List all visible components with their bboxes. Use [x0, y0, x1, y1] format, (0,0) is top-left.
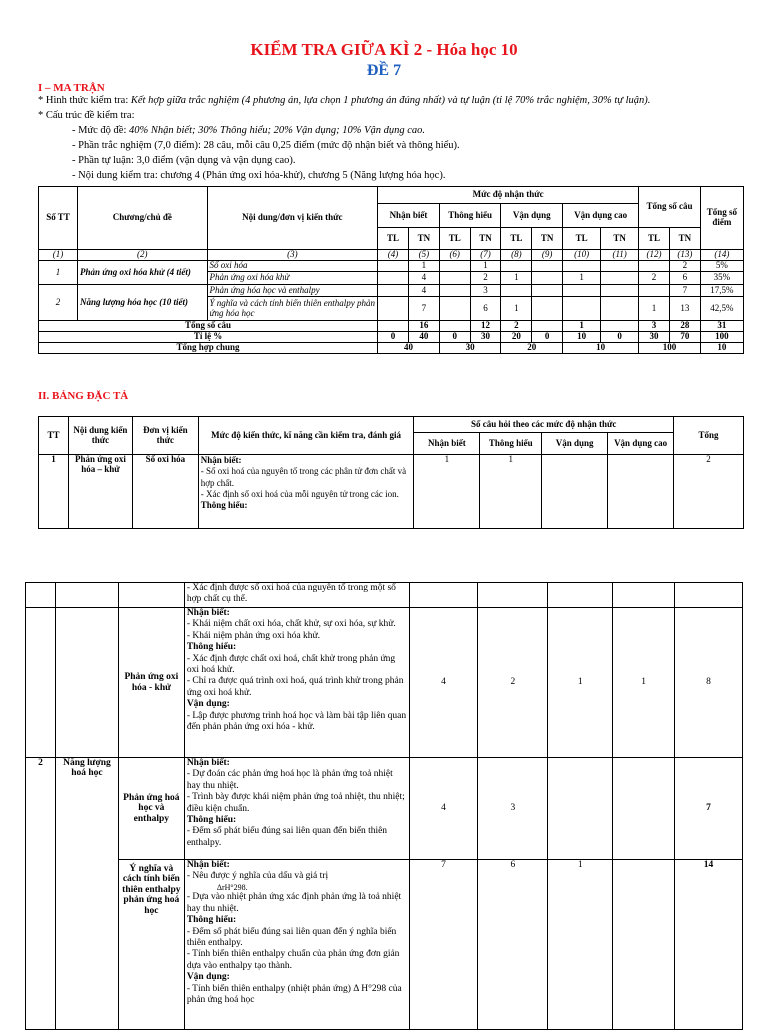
cell: 1	[639, 297, 670, 321]
cell: 42,5%	[700, 297, 743, 321]
index-cell: (14)	[700, 250, 743, 261]
index-cell: (8)	[501, 250, 532, 261]
cell: 3	[470, 285, 501, 297]
cell: 1	[408, 261, 439, 272]
description-line: - Xác định được chất oxi hoá, chất khử trong phản ứng oxi hoá khử.	[186, 653, 396, 675]
cell: 1	[501, 272, 532, 285]
cell: 0	[532, 332, 563, 343]
level-label: Thông hiểu:	[200, 500, 248, 510]
document-title: KIỂM TRA GIỮA KÌ 2 - Hóa học 10	[250, 40, 518, 59]
cell	[378, 285, 409, 297]
matrix-table	[38, 186, 744, 354]
format-text: Kết hợp giữa trắc nghiệm (4 phương án, lựa chọn 1 phương án đúng nhất) và tự luận (tỉ lệ 70% trắc nghiệm, 30% tự luận).	[130, 95, 651, 106]
row-content: Phản ứng oxi hóa khử	[207, 272, 378, 285]
cell	[608, 455, 674, 529]
row-unit: Phản ứng hoá học và enthalpy	[118, 758, 184, 860]
row-content: Số oxi hóa	[207, 261, 378, 272]
header-tl: TL	[378, 228, 409, 250]
cell: 4	[409, 608, 478, 758]
section-spec-heading: II. BẢNG ĐẶC TẢ	[38, 390, 129, 402]
essay-line: - Phần tự luận: 3,0 điểm (vận dụng và vận dụng cao).	[72, 155, 296, 166]
level-label: Nhận biết:	[200, 455, 242, 465]
cell: 31	[700, 321, 743, 332]
level-label: Nhận biết:	[186, 758, 230, 768]
cell	[532, 272, 563, 285]
cell: 1	[613, 608, 675, 758]
spec-header-unit: Đơn vị kiến thức	[132, 417, 198, 455]
spec-table-continued	[25, 582, 743, 1030]
cell: 2	[478, 608, 548, 758]
cell: 0	[439, 332, 470, 343]
exam-format-line	[38, 95, 650, 106]
cell: 16	[408, 321, 439, 332]
cell	[613, 583, 675, 608]
cell	[532, 285, 563, 297]
difficulty-line	[72, 125, 425, 136]
description-line: - Chỉ ra được quá trình oxi hoá, quá trình khử trong phản ứng oxi hoá khử.	[186, 676, 404, 698]
structure-line: * Cấu trúc đề kiểm tra:	[38, 110, 135, 121]
description-line: - Dựa vào nhiệt phản ứng xác định phản ứng là toả nhiệt hay thu nhiệt.	[186, 892, 402, 914]
description-line: - Tính biến thiên enthalpy chuẩn của phản ứng đơn giản dựa vào enthalpy tạo thành.	[186, 949, 400, 971]
cell	[675, 583, 743, 608]
table-row	[26, 608, 743, 758]
cell	[601, 285, 639, 297]
row-content: Phản ứng oxi hóa – khử	[68, 455, 132, 529]
cell: 7	[669, 285, 700, 297]
header-total-points: Tổng số điểm	[700, 187, 743, 250]
cell: 1	[563, 272, 601, 285]
cell: 1	[480, 455, 542, 529]
row-description: - Xác định được số oxi hoá của nguyên tố trong một số hợp chất cụ thể.	[184, 583, 409, 608]
index-cell: (7)	[470, 250, 501, 261]
cell: 0	[601, 332, 639, 343]
description-line: - Đếm số phát biểu đúng sai liên quan đến biến thiên enthalpy.	[186, 826, 388, 848]
difficulty-text: 40% Nhận biết; 30% Thông hiểu; 20% Vận dụng; 10% Vận dụng cao.	[129, 125, 426, 136]
row-description	[198, 455, 414, 529]
cell	[439, 321, 470, 332]
row-content: Phản ứng hóa học và enthalpy	[207, 285, 378, 297]
cell	[26, 583, 56, 608]
description-line: ΔrH°298.	[216, 882, 248, 892]
cell: 13	[669, 297, 700, 321]
general-row	[39, 343, 744, 354]
header-vdc: Vận dụng cao	[563, 204, 639, 228]
cell	[439, 297, 470, 321]
index-row	[39, 250, 744, 261]
cell	[532, 261, 563, 272]
cell: 1	[501, 297, 532, 321]
cell: 40	[378, 343, 440, 354]
cell: 3	[639, 321, 670, 332]
ratio-label: Tỉ lệ %	[39, 332, 378, 343]
cell	[378, 261, 409, 272]
table-row	[26, 583, 743, 608]
header-tn: TN	[532, 228, 563, 250]
row-unit: Phản ứng oxi hóa - khử	[118, 608, 184, 758]
cell	[548, 758, 613, 860]
cell	[478, 583, 548, 608]
description-line: - Xác định số oxi hoá của mỗi nguyên tử trong các ion.	[200, 488, 399, 499]
spec-header-tt: TT	[39, 417, 69, 455]
format-label: * Hình thức kiểm tra:	[38, 95, 131, 106]
header-chapter: Chương/chủ đề	[78, 187, 207, 250]
cell: 100	[639, 343, 701, 354]
index-cell: (4)	[378, 250, 409, 261]
cell: 10	[700, 343, 743, 354]
description-line: - Dự đoán các phản ứng hoá học là phản ứng toả nhiệt hay thu nhiệt.	[186, 769, 393, 791]
cell: 17,5%	[700, 285, 743, 297]
cell	[378, 321, 409, 332]
cell: 10	[563, 332, 601, 343]
cell	[601, 272, 639, 285]
index-cell: (10)	[563, 250, 601, 261]
cell	[601, 261, 639, 272]
header-vd: Vận dụng	[501, 204, 563, 228]
cell: 6	[478, 860, 548, 1030]
spec-header-content: Nội dung kiến thức	[68, 417, 132, 455]
cell	[601, 297, 639, 321]
row-stt: 1	[39, 261, 78, 285]
cell: 28	[669, 321, 700, 332]
exam-code: ĐỀ 7	[366, 62, 402, 79]
row-description	[184, 608, 409, 758]
description-line: - Tính biến thiên enthalpy (nhiệt phản ứng) Δ H°298 của phản ứng hoá học	[186, 983, 402, 1005]
index-cell: (6)	[439, 250, 470, 261]
cell: 5%	[700, 261, 743, 272]
general-label: Tổng hợp chung	[39, 343, 378, 354]
index-cell: (12)	[639, 250, 670, 261]
cell	[601, 321, 639, 332]
cell	[542, 455, 608, 529]
index-cell: (1)	[39, 250, 78, 261]
level-label: Thông hiểu:	[186, 814, 237, 825]
header-th: Thông hiểu	[439, 204, 501, 228]
cell	[501, 285, 532, 297]
cell: 20	[501, 332, 532, 343]
cell: 7	[408, 297, 439, 321]
table-row	[39, 285, 744, 297]
description-line: - Lập được phương trình hoá học và làm bài tập liên quan đến phản phản ứng oxi hóa - khử.	[186, 710, 407, 732]
cell: 35%	[700, 272, 743, 285]
difficulty-label: - Mức độ đề:	[72, 125, 130, 136]
row-description	[184, 758, 409, 860]
cell: 8	[675, 608, 743, 758]
cell: 2	[501, 321, 532, 332]
spec-header-total: Tổng	[674, 417, 744, 455]
index-cell: (5)	[408, 250, 439, 261]
spec-table	[38, 416, 744, 529]
index-cell: (11)	[601, 250, 639, 261]
header-tl: TL	[439, 228, 470, 250]
level-label: Vận dụng:	[186, 972, 230, 983]
cell	[639, 285, 670, 297]
cell	[563, 297, 601, 321]
header-tl: TL	[563, 228, 601, 250]
row-unit: Số oxi hóa	[132, 455, 198, 529]
cell	[548, 583, 613, 608]
cell	[439, 285, 470, 297]
cell	[613, 860, 675, 1030]
cell: 40	[408, 332, 439, 343]
level-label: Nhận biết:	[186, 860, 230, 870]
cell: 30	[439, 343, 501, 354]
spec-header-nb: Nhận biết	[414, 433, 480, 455]
total-label: Tổng số câu	[39, 321, 378, 332]
cell	[563, 261, 601, 272]
spec-header-count: Số câu hỏi theo các mức độ nhận thức	[414, 417, 674, 433]
row-unit: Ý nghĩa và cách tính biến thiên enthalpy phản ứng hoá học	[118, 860, 184, 1030]
header-tl: TL	[639, 228, 670, 250]
cell: 100	[700, 332, 743, 343]
cell	[378, 297, 409, 321]
header-nb: Nhận biết	[378, 204, 440, 228]
spec-header-level: Mức độ kiến thức, kĩ năng cần kiểm tra, đánh giá	[198, 417, 414, 455]
header-tn: TN	[408, 228, 439, 250]
cell	[639, 261, 670, 272]
row-description	[184, 860, 409, 1030]
level-label: Thông hiểu:	[186, 642, 237, 653]
cell: 2	[639, 272, 670, 285]
cell	[439, 272, 470, 285]
table-row	[39, 261, 744, 272]
description-line: - Đếm số phát biểu đúng sai liên quan đến ý nghĩa biến thiên enthalpy.	[186, 926, 397, 948]
cell: 10	[563, 343, 639, 354]
row-tt: 2	[26, 758, 56, 1030]
cell	[563, 285, 601, 297]
cell: 30	[639, 332, 670, 343]
ratio-row	[39, 332, 744, 343]
cell: 2	[470, 272, 501, 285]
cell: 30	[470, 332, 501, 343]
description-line: - Số oxi hoá của nguyên tố trong các phân tử đơn chất và hợp chất.	[200, 466, 407, 488]
cell: 1	[563, 321, 601, 332]
cell: 2	[669, 261, 700, 272]
description-line: - Trình bày được khái niệm phản ứng toả nhiệt, thu nhiệt; điều kiện chuẩn.	[186, 792, 405, 814]
spec-header-vd: Vận dụng	[542, 433, 608, 455]
index-cell: (9)	[532, 250, 563, 261]
cell: 12	[470, 321, 501, 332]
header-content: Nội dung/đơn vị kiến thức	[207, 187, 378, 250]
cell: 4	[408, 285, 439, 297]
cell	[439, 261, 470, 272]
index-cell: (2)	[78, 250, 207, 261]
cell: 1	[548, 860, 613, 1030]
level-label: Nhận biết:	[186, 608, 230, 618]
spec-header-th: Thông hiểu	[480, 433, 542, 455]
index-cell: (3)	[207, 250, 378, 261]
cell: 4	[408, 272, 439, 285]
cell: 6	[470, 297, 501, 321]
cell	[613, 758, 675, 860]
cell: 4	[409, 758, 478, 860]
header-stt: Số TT	[39, 187, 78, 250]
cell	[501, 261, 532, 272]
cell	[409, 583, 478, 608]
cell	[378, 272, 409, 285]
cell	[55, 608, 118, 758]
cell: 1	[548, 608, 613, 758]
cell: 7	[675, 758, 743, 860]
header-tn: TN	[669, 228, 700, 250]
section-matrix-heading: I – MA TRẬN	[38, 82, 105, 94]
table-row	[39, 455, 744, 529]
row-chapter: Năng lượng hóa học (10 tiết)	[78, 285, 207, 321]
cell	[118, 583, 184, 608]
description-line: - Nêu được ý nghĩa của dấu và giá trị	[186, 871, 329, 882]
cell: 2	[674, 455, 744, 529]
index-cell: (13)	[669, 250, 700, 261]
cell: 14	[675, 860, 743, 1030]
cell	[532, 321, 563, 332]
table-row	[26, 758, 743, 860]
header-tn: TN	[470, 228, 501, 250]
header-level: Mức độ nhận thức	[378, 187, 639, 204]
row-chapter: Phản ứng oxi hóa khử (4 tiết)	[78, 261, 207, 285]
cell: 3	[478, 758, 548, 860]
mcq-line: - Phần trắc nghiệm (7,0 điểm): 28 câu, mỗi câu 0,25 điểm (mức độ nhận biết và thông hiểu).	[72, 140, 460, 151]
header-tl: TL	[501, 228, 532, 250]
level-label: Vận dụng:	[186, 699, 230, 710]
cell: 0	[378, 332, 409, 343]
description-line: - Khái niệm phản ứng oxi hóa khử.	[186, 630, 321, 641]
cell	[26, 608, 56, 758]
cell	[55, 583, 118, 608]
header-total-questions: Tổng số câu	[639, 187, 701, 228]
spec-header-vdc: Vận dụng cao	[608, 433, 674, 455]
row-tt: 1	[39, 455, 69, 529]
row-content: Năng lượng hoá học	[55, 758, 118, 1030]
cell: 20	[501, 343, 563, 354]
content-line: - Nội dung kiểm tra: chương 4 (Phản ứng oxi hóa-khử), chương 5 (Năng lượng hóa học).	[72, 170, 446, 181]
cell	[532, 297, 563, 321]
level-label: Thông hiểu:	[186, 915, 237, 926]
cell: 1	[470, 261, 501, 272]
cell: 70	[669, 332, 700, 343]
cell: 7	[409, 860, 478, 1030]
header-tn: TN	[601, 228, 639, 250]
table-row	[26, 860, 743, 1030]
total-row	[39, 321, 744, 332]
row-content: Ý nghĩa và cách tính biến thiên enthalpy phản ứng hóa học	[207, 297, 378, 321]
description-line: - Khái niệm chất oxi hóa, chất khử, sự oxi hóa, sự khử.	[186, 619, 396, 630]
cell: 1	[414, 455, 480, 529]
row-stt: 2	[39, 285, 78, 321]
cell: 6	[669, 272, 700, 285]
